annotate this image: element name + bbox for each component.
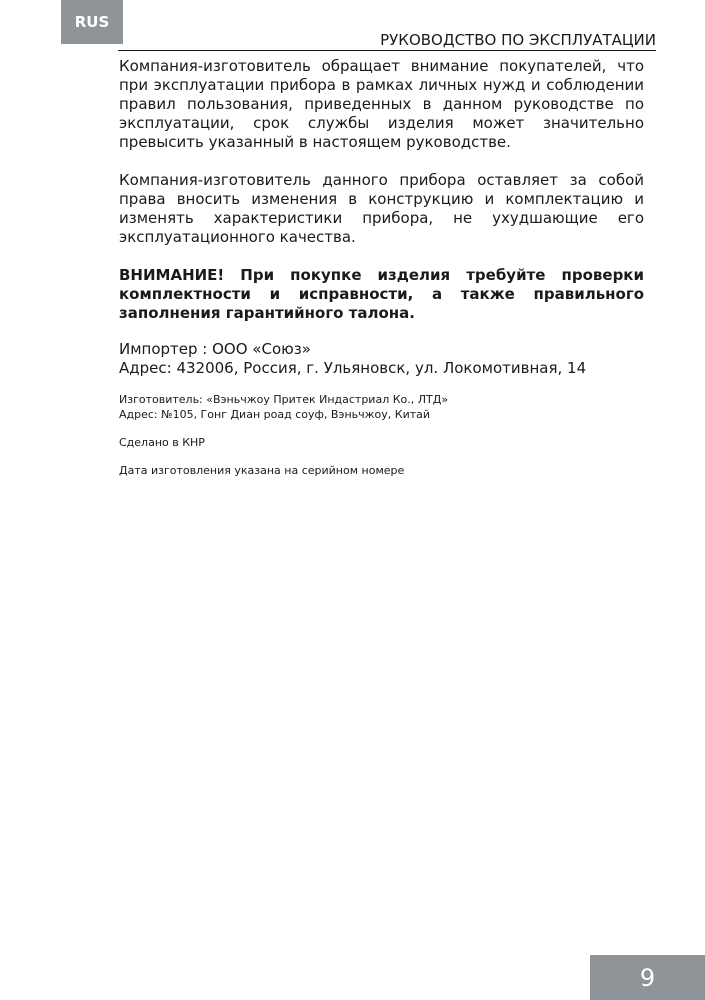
service-life-paragraph: Компания-изготовитель обращает внимание покупателей, что при эксплуатации прибора в рамках личных нужд и соблюдении правил пользования, приведенных в данном руководстве по эксплуатации, срок службы изделия может значительно превысить указанный в настоящем руководстве.: [119, 57, 644, 151]
manufacturer-name: Изготовитель: «Вэньчжоу Притек Индастриал Ко., ЛТД»: [119, 393, 449, 406]
importer-block: [119, 340, 644, 378]
language-tab: RUS: [61, 0, 123, 44]
page-header-title: РУКОВОДСТВО ПО ЭКСПЛУАТАЦИИ: [380, 31, 656, 49]
warning-paragraph: ВНИМАНИЕ! При покупке изделия требуйте проверки комплектности и исправности, а также правильного заполнения гарантийного талона.: [119, 266, 644, 322]
document-body: [119, 57, 644, 478]
importer-address: Адрес: 432006, Россия, г. Ульяновск, ул. Локомотивная, 14: [119, 359, 587, 377]
page-number: 9: [590, 955, 705, 1000]
header-divider: [118, 50, 656, 51]
made-in-text: Сделано в КНР: [119, 436, 205, 449]
importer-name: Импортер : ООО «Союз»: [119, 340, 311, 358]
manufacturer-block: [119, 392, 644, 422]
manufacturer-address: Адрес: №105, Гонг Диан роад соуф, Вэньчжоу, Китай: [119, 408, 431, 421]
production-date-text: Дата изготовления указана на серийном номере: [119, 464, 405, 477]
modification-rights-paragraph: Компания-изготовитель данного прибора оставляет за собой права вносить изменения в конструкцию и комплектацию и изменять характеристики прибора, не ухудшающие его эксплуатационного качества.: [119, 171, 644, 246]
